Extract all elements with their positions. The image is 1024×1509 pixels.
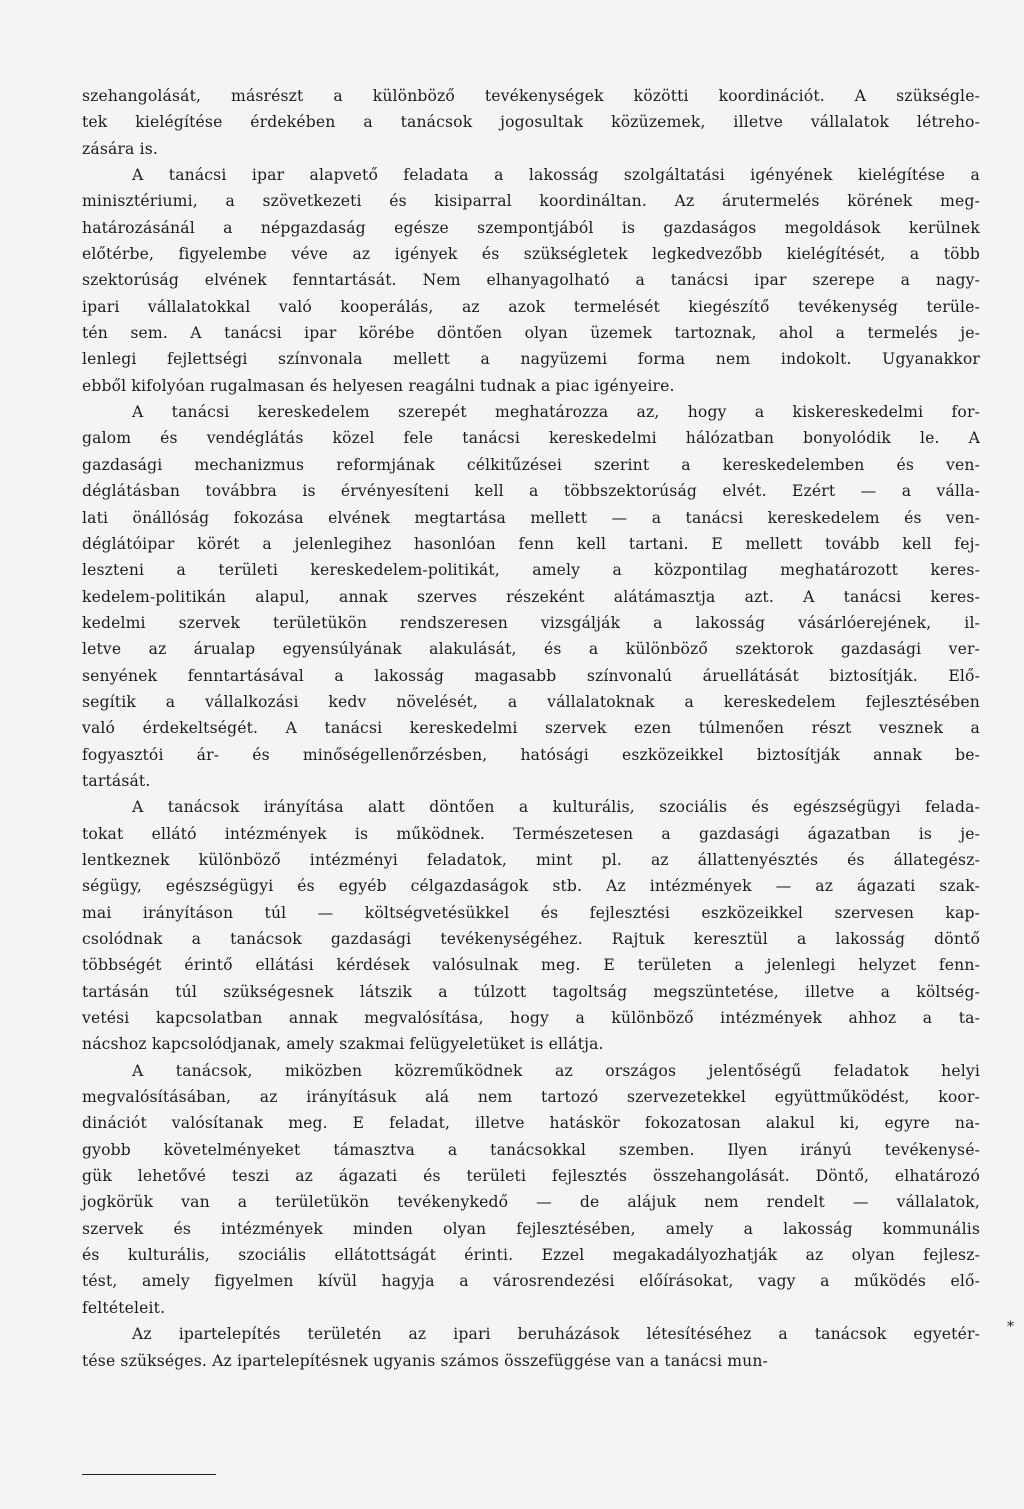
text-line: jogkörük van a területükön tevékenykedő — de alájuk nem rendelt — vállalatok,: [82, 1193, 980, 1212]
text-line: fogyasztói ár- és minőségellenőrzésben, hatósági eszközeikkel biztosítják annak be-: [82, 745, 980, 764]
paragraph: [82, 162, 980, 399]
text-line: lenlegi fejlettségi színvonala mellett a nagyüzemi forma nem indokolt. Ugyanakkor: [82, 350, 980, 369]
text-line: nácshoz kapcsolódjanak, amely szakmai felügyeletüket is ellátja.: [82, 1035, 604, 1054]
text-line: tek kielégítése érdekében a tanácsok jogosultak közüzemek, illetve vállalatok létreho-: [82, 113, 980, 132]
text-line: gazdasági mechanizmus reformjának célkitűzései szerint a kereskedelemben és ven-: [82, 455, 980, 474]
paragraph: [82, 83, 980, 162]
text-line: segítik a vállalkozási kedv növelését, a vállalatoknak a kereskedelem fejlesztésében: [82, 692, 980, 711]
text-line: A tanácsi ipar alapvető feladata a lakosság szolgáltatási igényének kielégítése a: [132, 166, 980, 185]
text-line: előtérbe, figyelembe véve az igények és szükségletek legkedvezőbb kielégítését, a több: [82, 245, 980, 264]
text-line: határozásánál a népgazdaság egésze szempontjából is gazdaságos megoldások kerülnek: [82, 218, 980, 237]
text-line: való érdekeltségét. A tanácsi kereskedelmi szervek ezen túlmenően részt vesznek a: [82, 719, 980, 738]
text-line: A tanácsok irányítása alatt döntően a kulturális, szociális és egészségügyi felada-: [132, 798, 980, 817]
text-line: zására is.: [82, 139, 158, 158]
text-line: kedelem-politikán alapul, annak szerves részeként alátámasztja azt. A tanácsi keres-: [82, 587, 980, 606]
text-line: dinációt valósítanak meg. E feladat, illetve hatáskör fokozatosan alakul ki, egyre na-: [82, 1114, 980, 1133]
text-line: tokat ellátó intézmények is működnek. Természetesen a gazdasági ágazatban is je-: [82, 824, 980, 843]
paragraph: [82, 794, 980, 1057]
paragraph: [82, 1321, 980, 1374]
text-line: vetési kapcsolatban annak megvalósítása, hogy a különböző intézmények ahhoz a ta-: [82, 1009, 980, 1028]
text-line: szehangolását, másrészt a különböző tevékenységek közötti koordinációt. A szükségle-: [82, 87, 980, 105]
text-line: A tanácsok, miközben közreműködnek az országos jelentőségű feladatok helyi: [132, 1061, 980, 1080]
text-line: gyobb követelményeket támasztva a tanácsokkal szemben. Ilyen irányú tevékenysé-: [82, 1140, 980, 1159]
margin-mark: *: [1007, 1319, 1014, 1335]
text-line: tést, amely figyelmen kívül hagyja a városrendezési előírásokat, vagy a működés elő-: [82, 1272, 980, 1291]
text-line: tartását.: [82, 771, 151, 790]
text-line: szervek és intézmények minden olyan fejlesztésében, amely a lakosság kommunális: [82, 1219, 980, 1238]
footnote-rule: [82, 1474, 216, 1475]
text-line: ségügy, egészségügyi és egyéb célgazdaságok stb. Az intézmények — az ágazati szak-: [82, 877, 980, 896]
text-line: ipari vállalatokkal való kooperálás, az azok termelését kiegészítő tevékenység terüle-: [82, 297, 980, 316]
text-line: kedelmi szervek területükön rendszeresen vizsgálják a lakosság vásárlóerejének, il-: [82, 613, 980, 632]
text-line: ebből kifolyóan rugalmasan és helyesen reagálni tudnak a piac igényeire.: [82, 376, 675, 395]
text-line: tén sem. A tanácsi ipar körébe döntően olyan üzemek tartoznak, ahol a termelés je-: [82, 324, 980, 343]
text-line: minisztériumi, a szövetkezeti és kisiparral koordináltan. Az árutermelés körének meg-: [82, 192, 980, 211]
text-line: és kulturális, szociális ellátottságát érinti. Ezzel megakadályozhatják az olyan fejlesz-: [82, 1246, 980, 1265]
text-line: gük lehetővé teszi az ágazati és területi fejlesztés összehangolását. Döntő, elhatározó: [82, 1167, 980, 1186]
paragraph: [82, 399, 980, 794]
text-line: lentkeznek különböző intézményi feladatok, mint pl. az állattenyésztés és állategész-: [82, 850, 980, 869]
text-line: A tanácsi kereskedelem szerepét meghatározza az, hogy a kiskereskedelmi for-: [132, 403, 980, 422]
text-line: többségét érintő ellátási kérdések valósulnak meg. E területen a jelenlegi helyzet fenn-: [82, 956, 980, 975]
text-line: galom és vendéglátás közel fele tanácsi kereskedelmi hálózatban bonyolódik le. A: [82, 429, 980, 448]
text-line: déglátásban továbbra is érvényesíteni kell a többszektorúság elvét. Ezért — a válla-: [82, 482, 980, 501]
text-line: csolódnak a tanácsok gazdasági tevékenységéhez. Rajtuk keresztül a lakosság döntő: [82, 930, 980, 948]
text-line: senyének fenntartásával a lakosság magasabb színvonalú áruellátását biztosítják. Elő-: [82, 666, 980, 685]
document-body: [82, 83, 980, 1374]
text-line: lati önállóság fokozása elvének megtartása mellett — a tanácsi kereskedelem és ven-: [82, 508, 980, 527]
paragraph: [82, 1058, 980, 1321]
text-line: megvalósításában, az irányításuk alá nem tartozó szervezetekkel együttműködést, koor-: [82, 1088, 980, 1107]
text-line: Az ipartelepítés területén az ipari beruházások létesítéséhez a tanácsok egyetér-: [132, 1325, 980, 1344]
text-line: leszteni a területi kereskedelem-politikát, amely a központilag meghatározott keres-: [82, 561, 980, 580]
text-line: feltételeit.: [82, 1298, 166, 1317]
text-line: tése szükséges. Az ipartelepítésnek ugyanis számos összefüggése van a tanácsi mun-: [82, 1351, 768, 1370]
text-line: mai irányításon túl — költségvetésükkel és fejlesztési eszközeikkel szervesen kap-: [82, 903, 980, 922]
text-line: déglátóipar körét a jelenlegihez hasonlóan fenn kell tartani. E mellett tovább kell fej-: [82, 534, 980, 553]
text-line: letve az árualap egyensúlyának alakulását, és a különböző szektorok gazdasági ver-: [82, 640, 980, 659]
text-line: tartásán túl szükségesnek látszik a túlzott tagoltság megszüntetése, illetve a költség-: [82, 982, 980, 1001]
text-line: szektorúság elvének fenntartását. Nem elhanyagolható a tanácsi ipar szerepe a nagy-: [82, 271, 980, 290]
